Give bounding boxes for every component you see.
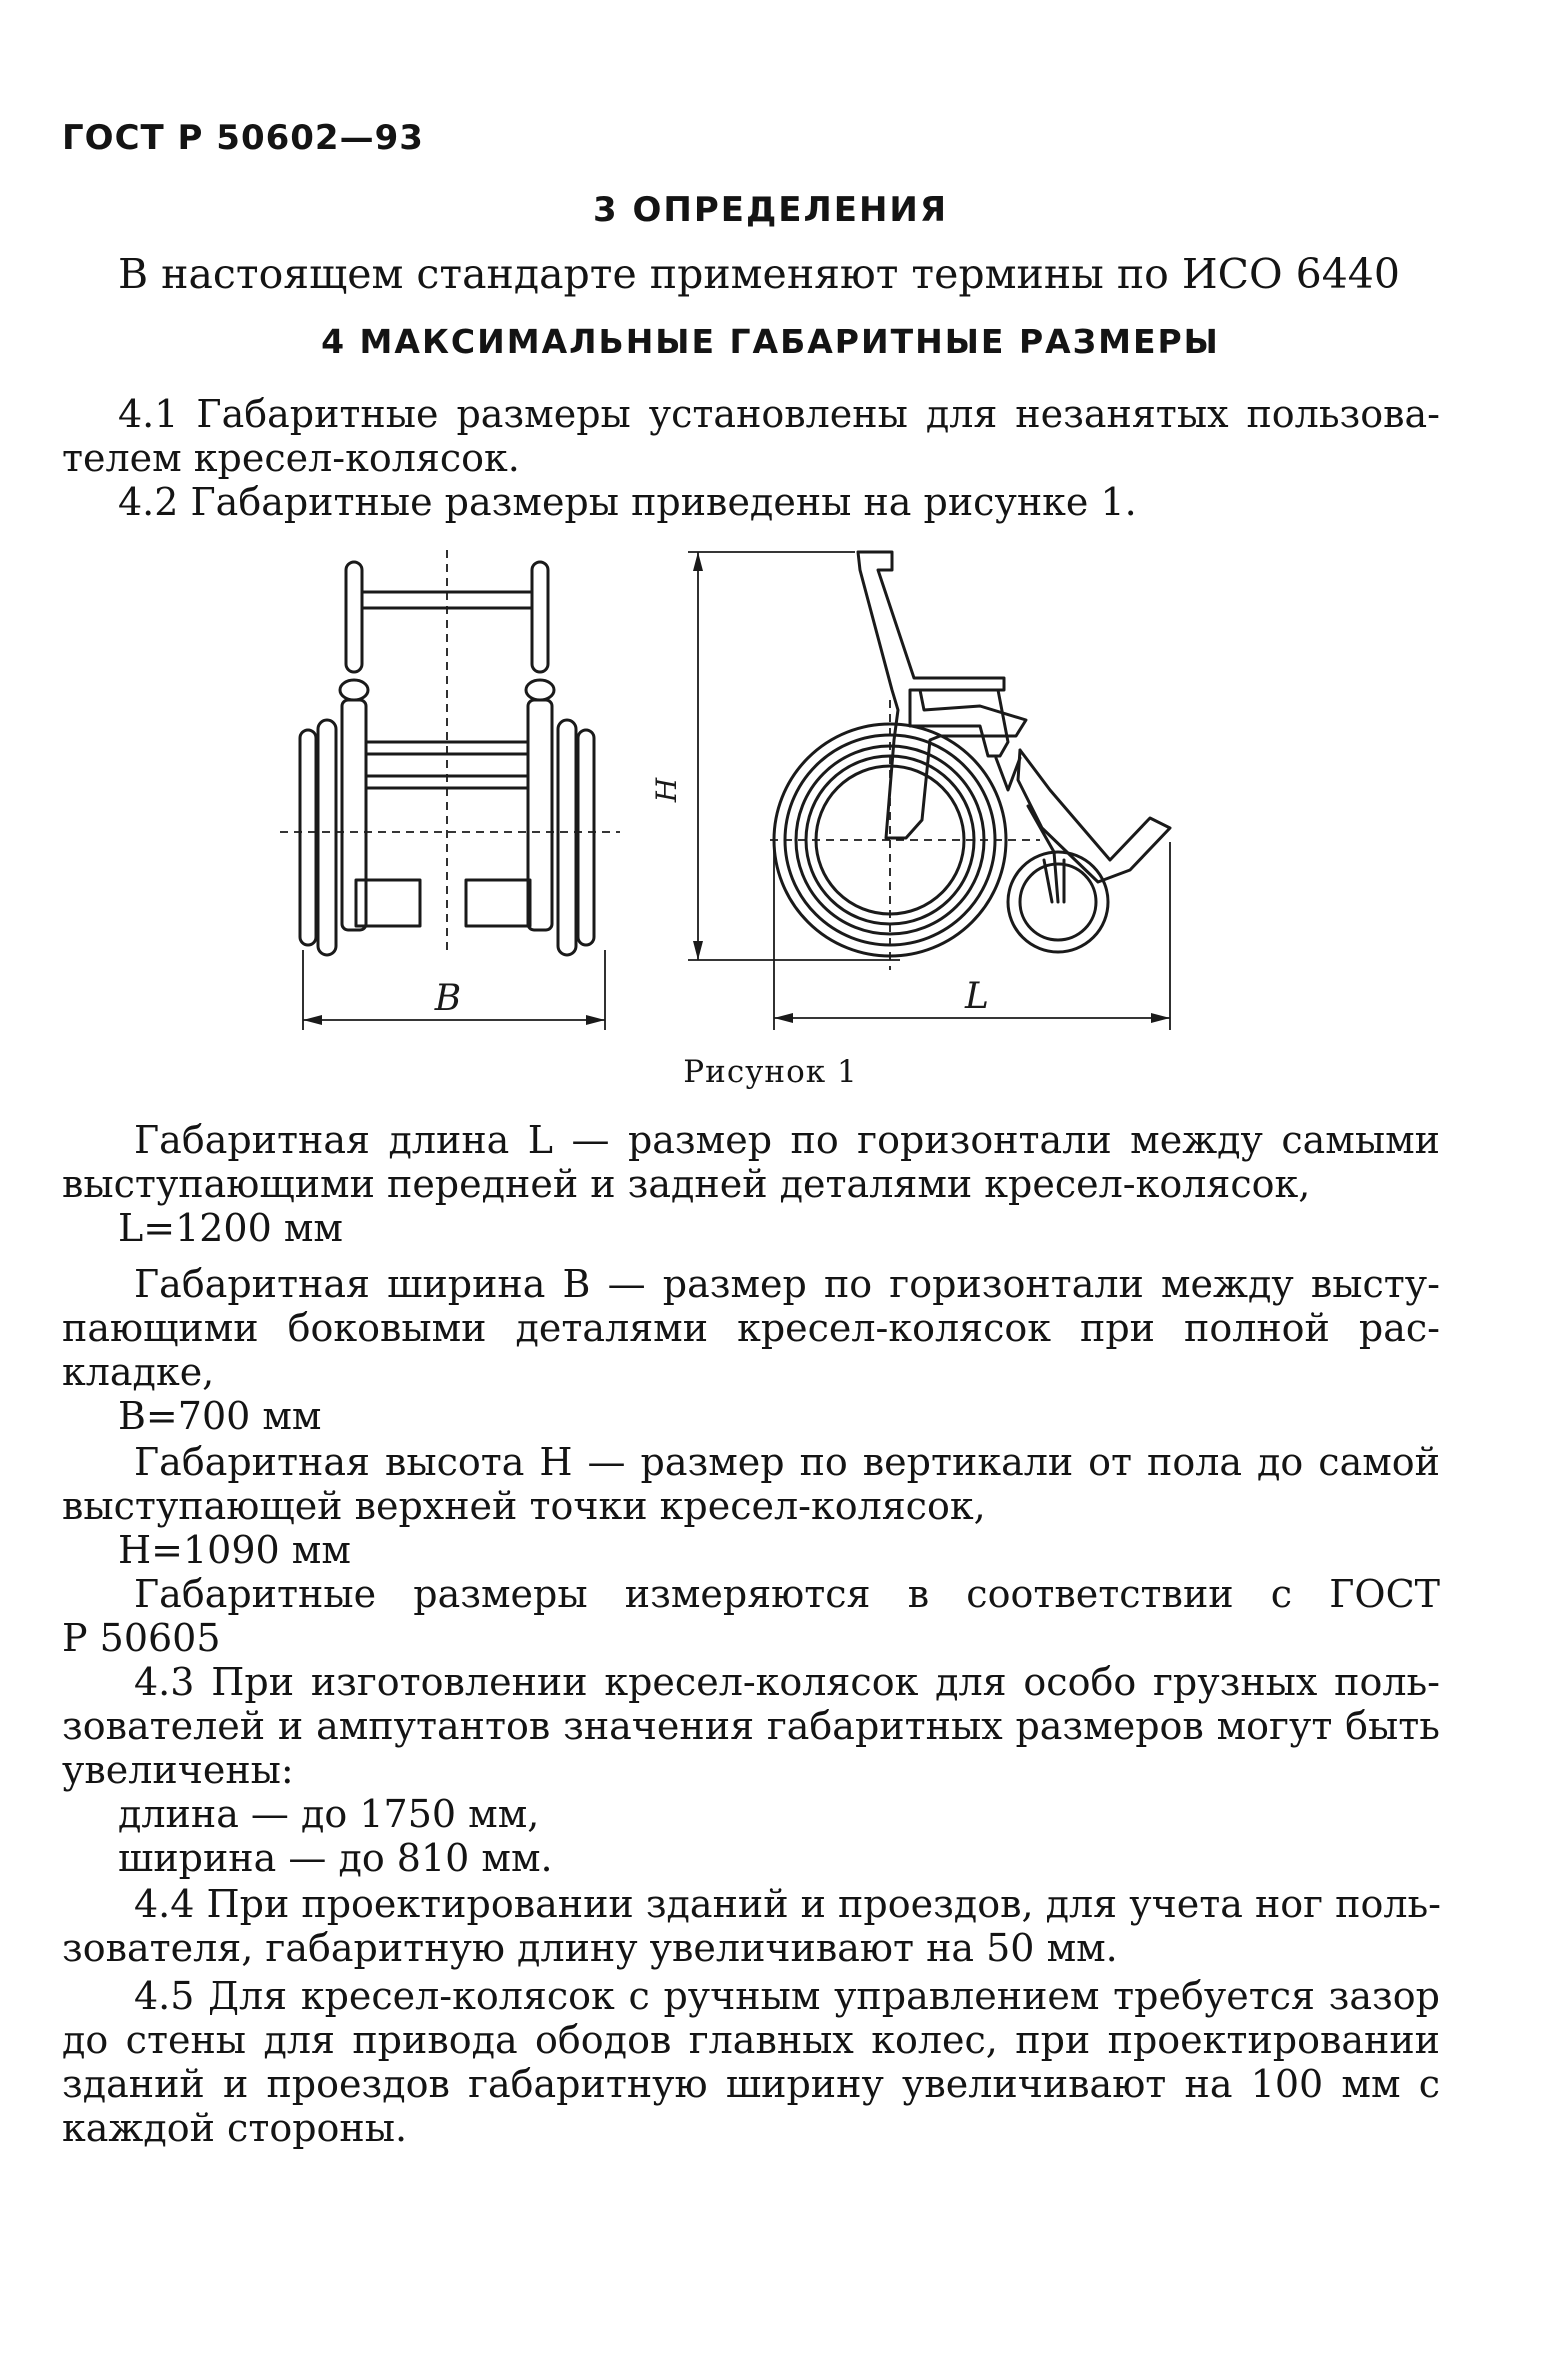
def-height-line-2: выступающей верхней точки кресел-колясок,: [62, 1484, 986, 1528]
para-4-4-line-2: зователя, габаритную длину увеличивают на 50 мм.: [62, 1926, 1118, 1970]
section-3-title: 3 ОПРЕДЕЛЕНИЯ: [592, 190, 949, 230]
def-length-line-2: выступающими передней и задней деталями кресел-колясок,: [62, 1162, 1311, 1206]
para-4-1-line-2: телем кресел-колясок.: [62, 436, 520, 480]
dimension-label-b: B: [434, 978, 462, 1019]
para-4-3-line-1: 4.3 При изготовлении кресел-колясок для особо грузных поль-: [134, 1660, 1440, 1704]
dimension-label-h: H: [650, 777, 683, 803]
def-width-line-3: кладке,: [62, 1350, 215, 1394]
para-4-3-width: ширина — до 810 мм.: [118, 1836, 553, 1880]
para-4-5-line-1: 4.5 Для кресел-колясок с ручным управлением требуется зазор: [134, 1974, 1440, 2018]
figure-1-wheelchair-drawing: [280, 530, 1240, 1040]
para-4-3-line-2: зователей и ампутантов значения габаритных размеров могут быть: [62, 1704, 1440, 1748]
front-view-drawing: [280, 550, 620, 1030]
para-4-4-line-1: 4.4 При проектировании зданий и проездов, для учета ног поль-: [134, 1882, 1442, 1926]
def-width-value: B=700 мм: [118, 1394, 322, 1438]
para-4-3-length: длина — до 1750 мм,: [118, 1792, 540, 1836]
section-4-title: 4 МАКСИМАЛЬНЫЕ ГАБАРИТНЫЕ РАЗМЕРЫ: [321, 322, 1220, 361]
def-width-line-2: пающими боковыми деталями кресел-колясок при полной рас-: [62, 1306, 1440, 1350]
para-4-5-line-3: зданий и проездов габаритную ширину увеличивают на 100 мм с: [62, 2062, 1440, 2106]
def-measure-line-1: Габаритные размеры измеряются в соответствии с ГОСТ: [134, 1572, 1440, 1616]
section-3-text: В настоящем стандарте применяют термины по ИСО 6440: [118, 250, 1400, 298]
def-height-line-1: Габаритная высота H — размер по вертикали от пола до самой: [134, 1440, 1440, 1484]
def-length-line-1: Габаритная длина L — размер по горизонтали между самыми: [134, 1118, 1440, 1162]
def-measure-line-2: Р 50605: [62, 1616, 221, 1660]
para-4-1-line-1: 4.1 Габаритные размеры установлены для незанятых пользова-: [118, 392, 1440, 436]
para-4-2: 4.2 Габаритные размеры приведены на рисунке 1.: [118, 480, 1137, 524]
para-4-3-line-3: увеличены:: [62, 1748, 294, 1792]
def-length-value: L=1200 мм: [118, 1206, 343, 1250]
document-code: ГОСТ Р 50602—93: [62, 118, 424, 158]
def-width-line-1: Габаритная ширина B — размер по горизонтали между высту-: [134, 1262, 1440, 1306]
side-view-drawing: [688, 552, 1170, 1030]
figure-caption: Рисунок 1: [683, 1054, 858, 1090]
dimension-label-l: L: [965, 976, 989, 1017]
para-4-5-line-2: до стены для привода ободов главных колес, при проектировании: [62, 2018, 1440, 2062]
def-height-value: H=1090 мм: [118, 1528, 351, 1572]
para-4-5-line-4: каждой стороны.: [62, 2106, 408, 2150]
